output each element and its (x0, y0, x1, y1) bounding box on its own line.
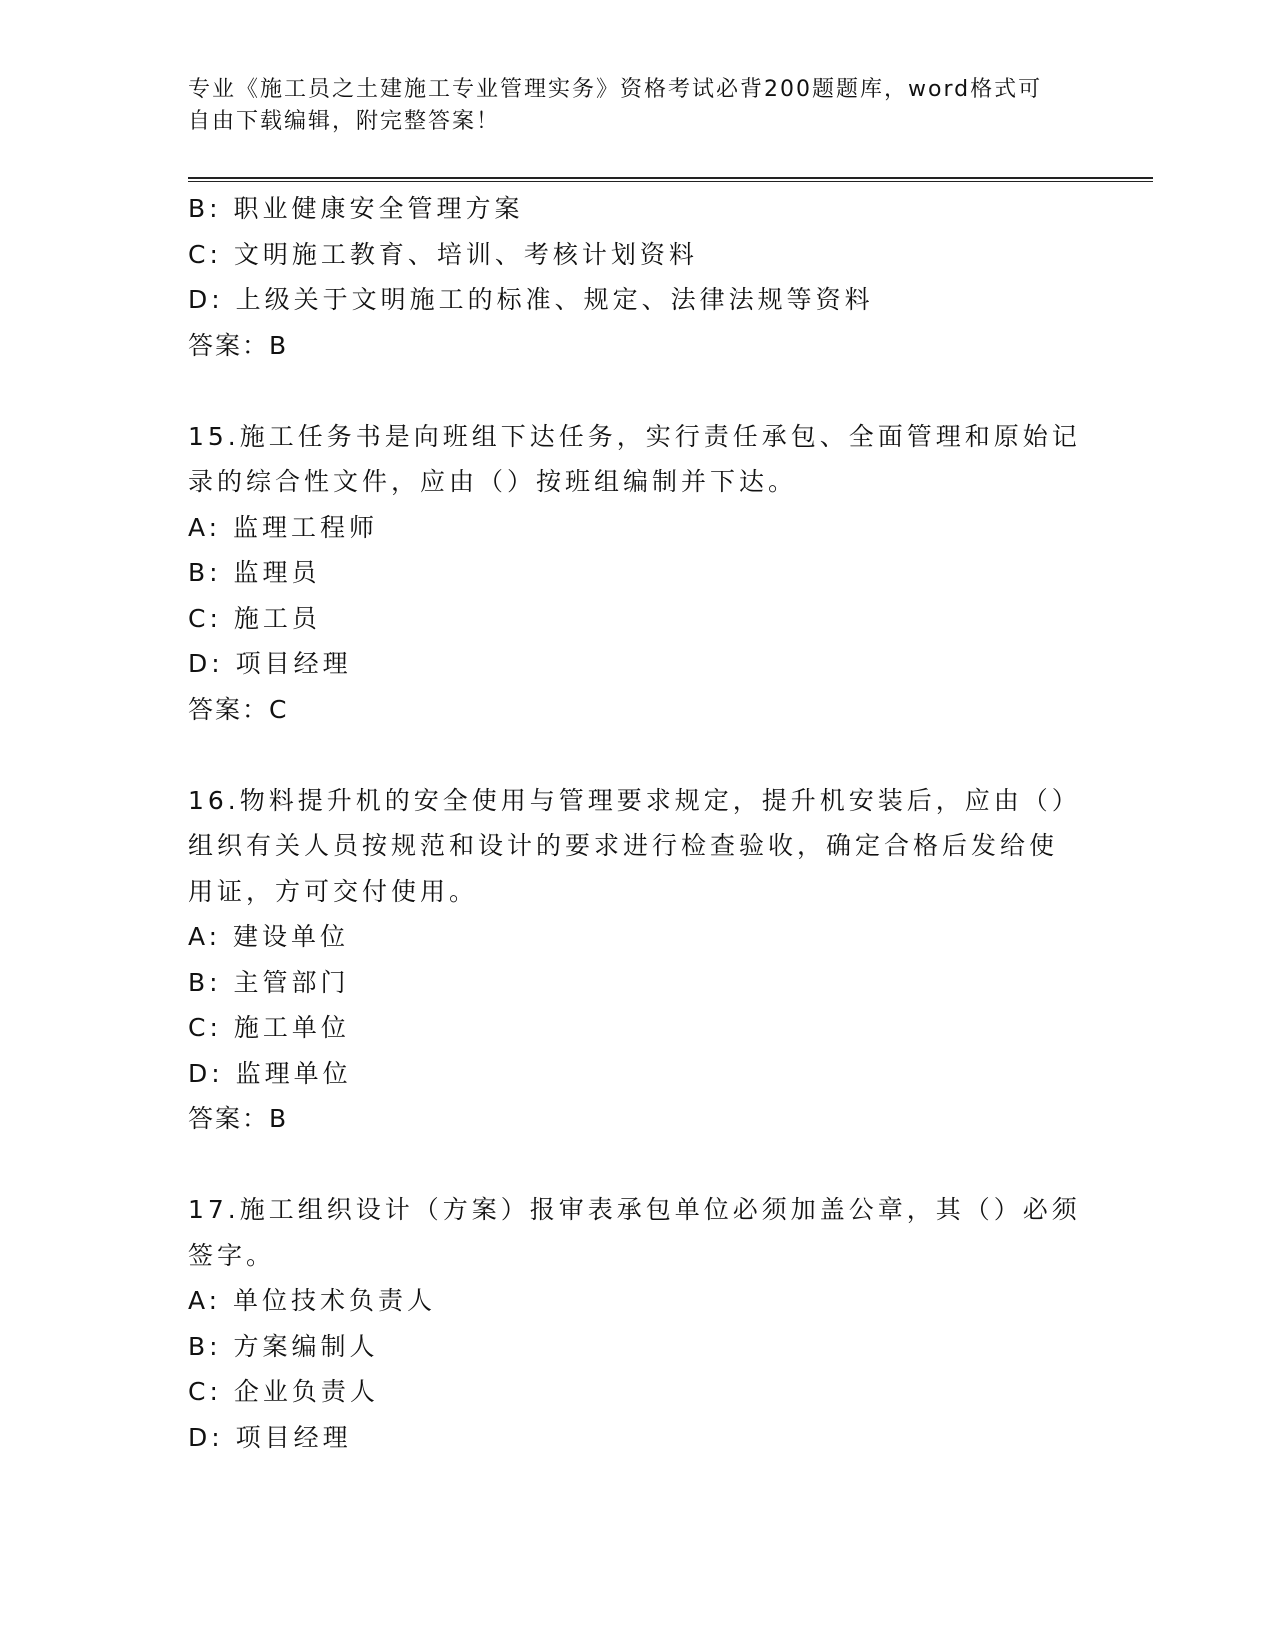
header-divider-thin (188, 181, 1153, 182)
option-a: A: 建设单位 (188, 922, 350, 951)
question-stem-line: 签字。 (188, 1240, 276, 1270)
header-title-line-2: 自由下载编辑，附完整答案！ (188, 109, 501, 134)
option-d: D: 监理单位 (188, 1058, 352, 1088)
question-stem-line: 15.施工任务书是向班组下达任务，实行责任承包、全面管理和原始记 (188, 421, 1081, 451)
header-title-line-1: 专业《施工员之土建施工专业管理实务》资格考试必背200题题库，word格式可 (188, 77, 1043, 102)
option-b: B: 主管部门 (188, 967, 350, 997)
question-16 (188, 778, 1088, 1142)
question-list (188, 186, 1088, 1460)
option-d: D: 项目经理 (188, 649, 352, 678)
question-stem-line: 17.施工组织设计（方案）报审表承包单位必须加盖公章，其（）必须 (188, 1195, 1081, 1224)
answer-line: 答案：C (188, 694, 289, 724)
option-c: C: 企业负责人 (188, 1377, 379, 1406)
question-stem-line: 用证，方可交付使用。 (188, 876, 479, 906)
question-15 (188, 414, 1088, 733)
answer-line: 答案：B (188, 1104, 289, 1133)
option-b: B: 方案编制人 (188, 1331, 379, 1361)
option-c: C: 施工单位 (188, 1013, 350, 1042)
option-a: A: 监理工程师 (188, 512, 379, 542)
document-header (188, 74, 1068, 138)
answer-line: 答案：B (188, 330, 289, 360)
option-c: C: 施工员 (188, 603, 321, 633)
spacer (188, 1142, 1088, 1188)
option-d: D: 上级关于文明施工的标准、规定、法律法规等资料 (188, 285, 874, 314)
spacer (188, 732, 1088, 778)
question-14 (188, 186, 1088, 368)
option-b: B: 职业健康安全管理方案 (188, 194, 524, 223)
spacer (188, 368, 1088, 414)
option-c: C: 文明施工教育、培训、考核计划资料 (188, 239, 698, 269)
question-17 (188, 1187, 1088, 1460)
question-stem-line: 录的综合性文件，应由（）按班组编制并下达。 (188, 467, 798, 496)
option-a: A: 单位技术负责人 (188, 1286, 437, 1315)
question-stem-line: 组织有关人员按规范和设计的要求进行检查验收，确定合格后发给使 (188, 831, 1059, 860)
option-d: D: 项目经理 (188, 1422, 352, 1452)
header-divider-thick (188, 177, 1153, 179)
question-stem-line: 16.物料提升机的安全使用与管理要求规定，提升机安装后，应由（） (188, 785, 1081, 815)
option-b: B: 监理员 (188, 558, 321, 587)
